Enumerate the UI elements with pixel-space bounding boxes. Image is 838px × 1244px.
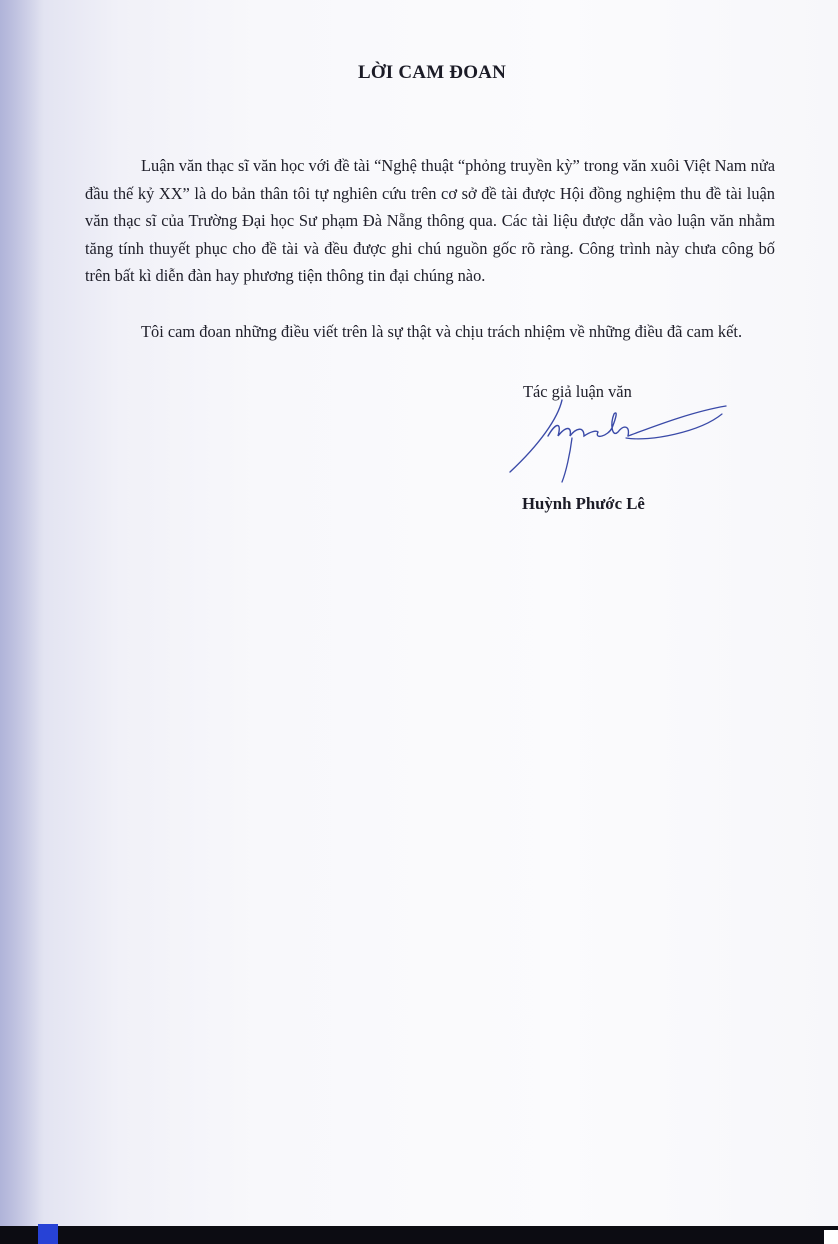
paragraph-commitment: Tôi cam đoan những điều viết trên là sự thật và chịu trách nhiệm về những điều đã cam kết.: [141, 322, 743, 341]
scan-bottom-edge: [0, 1226, 838, 1244]
signature-label: Tác giả luận văn: [523, 382, 632, 401]
scan-edge-marker: [38, 1224, 58, 1244]
author-name: Huỳnh Phước Lê: [522, 494, 645, 513]
binding-shadow: [0, 0, 44, 1244]
paragraph-declaration: Luận văn thạc sĩ văn học với đề tài “Nghệ thuật “phỏng truyền kỳ” trong văn xuôi Việt Nam nửa đầu thế kỷ XX” là do bản thân tôi tự nghiên cứu trên cơ sở đề tài được Hội đồng nghiệm thu đề tài luận văn thạc sĩ của Trường Đại học Sư phạm Đà Nẵng thông qua. Các tài liệu được dẫn vào luận văn nhằm tăng tính thuyết phục cho đề tài và đều được ghi chú nguồn gốc rõ ràng. Công trình này chưa công bố trên bất kì diễn đàn hay phương tiện thông tin đại chúng nào.: [85, 156, 775, 286]
page-title: LỜI CAM ĐOAN: [357, 62, 507, 83]
scan-corner-notch: [824, 1230, 838, 1244]
handwritten-signature: [500, 392, 730, 484]
